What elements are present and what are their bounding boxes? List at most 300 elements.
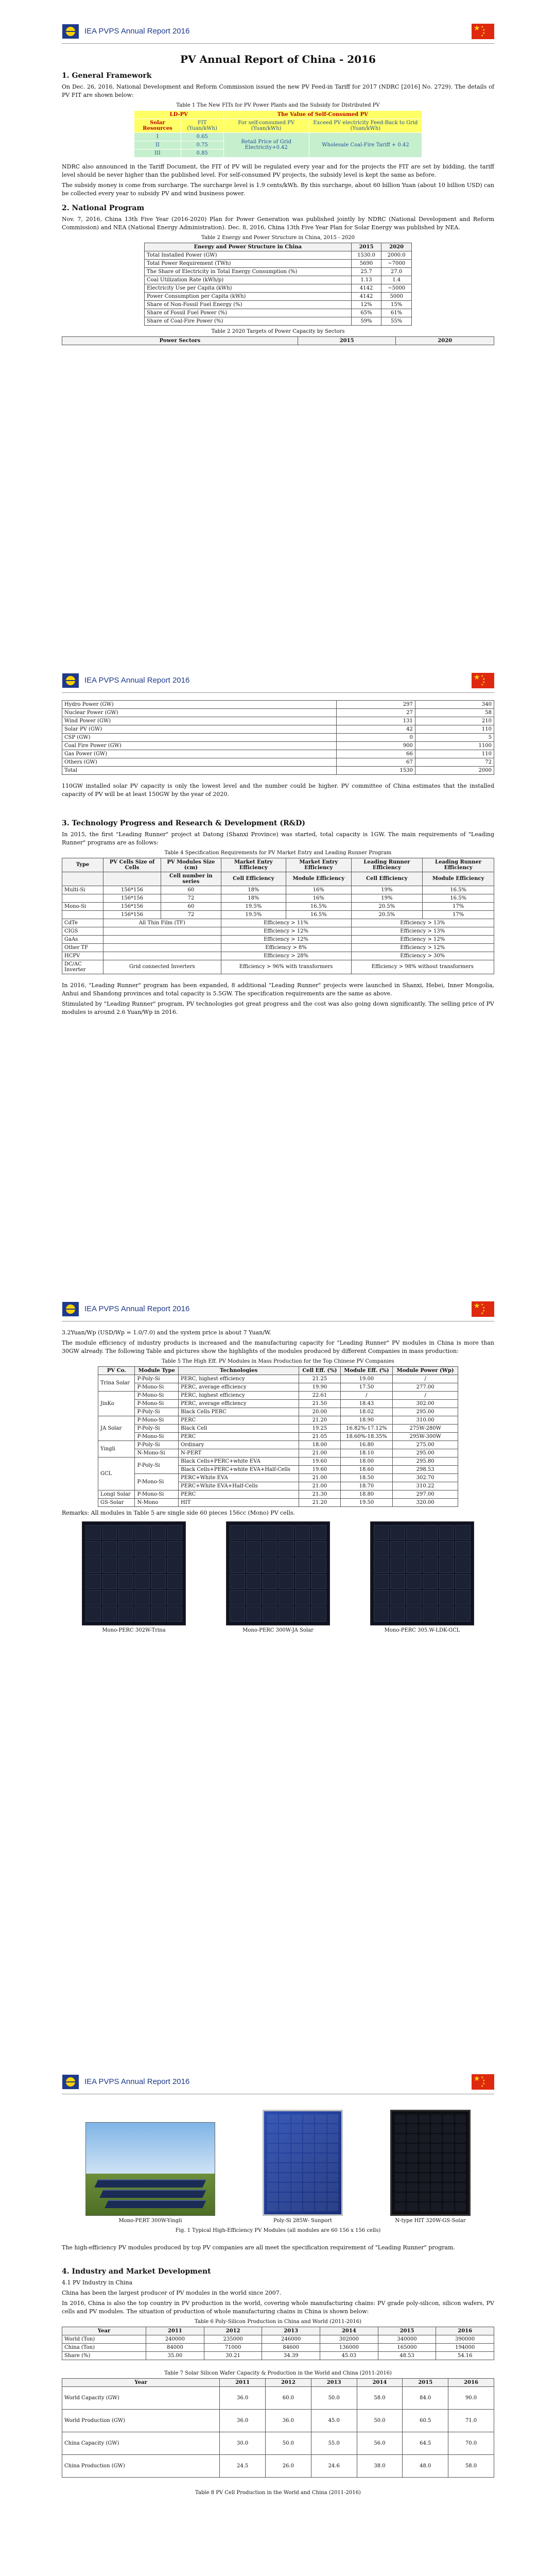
table-caption: Table 7 Solar Silicon Wafer Capacity & Production in the World and China (2011-2016) [164,2370,392,2376]
table-row [62,2386,494,2409]
table-cell: 18.02 [340,1408,393,1416]
photo-caption: Poly-Si 285W- Sunport [273,2218,332,2224]
table-cell: P-Mono-Si [135,1416,179,1424]
table-cell: 20.5% [351,910,423,919]
paragraph: In 2015, the first "Leading Runner" project at Datong (Shanxi Province) was started, total capacity is 1GW. The main requirements of "Leading Runner" programs are as follows: [62,831,494,846]
table-cell: 1.13 [351,276,381,284]
section-2-heading: 2. National Program [62,204,145,212]
table-cell: 320.00 [393,1498,458,1506]
table-caption: Table 2 Energy and Power Structure in China, 2015 - 2020 [201,234,355,241]
header-title: IEA PVPS Annual Report 2016 [84,1304,190,1313]
table-cell: 18.43 [340,1399,393,1408]
table-cell: 90.0 [448,2386,494,2409]
table-header: Technologies [179,1366,299,1375]
table-cell: N-Mono [135,1498,179,1506]
table-cell: P-Mono-Si [135,1473,179,1490]
table-cell: 55.0 [311,2432,357,2454]
table-cell: 156*156 [103,894,161,902]
section-4-heading: 4. Industry and Market Development [62,2267,211,2276]
high-eff-modules-table [98,1366,458,1507]
table-cell: 295W-300W [393,1432,458,1440]
table-cell: 16.82%-17.12% [340,1424,393,1432]
table-cell: 21.00 [299,1482,340,1490]
table-row [98,1391,458,1399]
table-cell: 18.70 [340,1482,393,1490]
china-flag-icon: ★ ★ ★ ★ ★ [472,24,494,39]
table-cell: CSP (GW) [62,734,337,742]
table-row [62,943,494,952]
table-cell: ~7000 [381,259,412,267]
table-cell: Black Cells+PERC+white EVA [179,1457,299,1465]
table-cell: 1530.0 [351,251,381,259]
table-cell: Share of Non-Fossil Fuel Energy (%) [145,300,352,309]
page-header [62,2071,494,2094]
table-cell: P-Poly-Si [135,1408,179,1416]
table-cell: 30.0 [220,2432,266,2454]
table-cell: 19% [351,886,423,894]
paragraph: NDRC also announced in the Tariff Document, the FIT of PV will be regulated every year and for the projects the FIT are set by bidding, the tariff level should be never higher than the published level. For self-consumed PV projects, the subsidy level is kept the same as before. [62,163,494,178]
table-cell: Nuclear Power (GW) [62,709,337,717]
table-header: 2012 [204,2327,262,2335]
table-cell: Black Cell [179,1424,299,1432]
table-cell [62,894,103,902]
table-cell: Black Cells+PERC+white EVA+Half-Cells [179,1465,299,1473]
table-cell: 194000 [436,2343,494,2351]
table-cell: 27.0 [381,267,412,276]
fit-cell: 0.75 [181,141,223,149]
table-cell: 50.0 [266,2432,311,2454]
table-header: PV Modules Size (cm) [161,858,221,872]
table-cell: 310.00 [393,1416,458,1424]
table-cell: GS-Solar [98,1498,135,1506]
table-cell: 302.00 [393,1399,458,1408]
page-3 [62,1298,494,2030]
table-cell: 17.50 [340,1383,393,1391]
table-cell: 295.80 [393,1457,458,1465]
table-row [98,1375,458,1383]
table-row [62,734,494,742]
table-cell: Efficiency > 12% [351,935,494,943]
module-photo [370,1521,474,1633]
table-header: 2020 [396,336,494,345]
table-header: Cell Eff. (%) [299,1366,340,1375]
table-cell: 64.5 [403,2432,448,2454]
paragraph: In 2016, "Leading Runner" program has been expanded, 8 additional "Leading Runner" projects were launched in Shanxi, Hebei, Inner Mongolia, Anhui and Shandong provinces and total capacity is 5.5GW. The specification requirements are the same as above. [62,981,494,997]
table-cell: 36.0 [266,2409,311,2432]
table-cell: 156*156 [103,886,161,894]
table-header: 2013 [262,2327,320,2335]
table-header: Market Entry Efficiency [221,858,286,872]
paragraph: Stimulated by "Leading Runner" program, PV technologies got great progress and the cost was also going down significantly. The selling price of PV modules is around 2.6 Yuan/Wp in 2016. [62,1000,494,1015]
table-subheader: Cell Efficiency [221,872,286,886]
module-photo [85,2122,215,2224]
table-cell: 59% [351,317,381,325]
table-cell: 2000 [415,767,494,775]
table-row [98,1408,458,1416]
table-cell: Share (%) [62,2351,146,2360]
table-row [62,2409,494,2432]
table-cell: 295.00 [393,1449,458,1457]
table-cell: 246000 [262,2335,320,2343]
table-cell: 15% [381,300,412,309]
remark: Remarks: All modules in Table 5 are single side 60 pieces 156cc (Mono) PV cells. [62,1509,295,1516]
table-cell: 60 [161,886,221,894]
figure-caption: Fig. 1 Typical High-Efficiency PV Modules (all modules are 60 156 x 156 cells) [175,2228,381,2233]
table-cell: 19.00 [340,1375,393,1383]
table-cell: 297 [336,701,415,709]
table-cell: 1530 [336,767,415,775]
table-cell: 54.16 [436,2351,494,2360]
table-cell: 56.0 [357,2432,403,2454]
table-cell: P-Poly-Si [135,1440,179,1449]
section-1-heading: 1. General Framework [62,72,152,80]
table-cell: P-Mono-Si [135,1490,179,1498]
table-cell: 18.00 [299,1440,340,1449]
table-cell: 16.80 [340,1440,393,1449]
iea-logo-icon [62,2074,79,2090]
table-row [62,902,494,910]
table-row [62,750,494,758]
table-cell: 235000 [204,2335,262,2343]
table-cell: 302.70 [393,1473,458,1482]
table-cell: World Production (GW) [62,2409,220,2432]
table-cell: 84.0 [403,2386,448,2409]
table-cell: 71.0 [448,2409,494,2432]
table-cell: 5 [415,734,494,742]
table-cell: GCL [98,1457,135,1490]
table-cell: CIGS [62,927,103,935]
table-cell: 275.00 [393,1440,458,1449]
table-cell: 18.60%-18.35% [340,1432,393,1440]
table-cell: HCPV [62,952,103,960]
table-cell: 21.00 [299,1473,340,1482]
table-cell: 297.00 [393,1490,458,1498]
table-cell: 340 [415,701,494,709]
header-title: IEA PVPS Annual Report 2016 [84,676,190,685]
photo-caption: Mono-PERC 302W-Trina [102,1627,166,1633]
table-cell: China Capacity (GW) [62,2432,220,2454]
table-cell: 110 [415,725,494,734]
photo-caption: Mono-PERC 300W-JA Solar [242,1627,314,1633]
table-row [62,935,494,943]
table-cell: Solar PV (GW) [62,725,337,734]
table-header: Module Eff. (%) [340,1366,393,1375]
header-title: IEA PVPS Annual Report 2016 [84,27,190,36]
table-row [62,894,494,902]
table-cell: 16.5% [423,894,494,902]
table-cell: Total [62,767,337,775]
iea-logo-icon [62,1301,79,1317]
table-cell: 131 [336,717,415,725]
table-row [62,2351,494,2360]
table-cell: P-Mono-Si [135,1383,179,1391]
module-photos [62,2110,494,2224]
table-cell: P-Poly-Si [135,1375,179,1383]
table-header: 2020 [381,243,412,251]
table-cell: 20.5% [351,902,423,910]
table-cell: P-Mono-Si [135,1391,179,1399]
table-row [98,1490,458,1498]
table-cell: P-Mono-Si [135,1399,179,1408]
table-cell: 50.0 [357,2409,403,2432]
table-cell: Efficiency > 96% with transformers [221,960,351,974]
table-cell: 58 [415,709,494,717]
table-row [145,276,412,284]
table-row [98,1449,458,1457]
table-cell: Share of Fossil Fuel Power (%) [145,309,352,317]
table-cell: 20.00 [299,1408,340,1416]
wafer-table [62,2378,494,2478]
fit-cell: III [134,149,181,157]
photo-caption: Mono-PERT 300W-Yingli [118,2218,182,2224]
table-header: 2015 [403,2378,448,2386]
table-cell: P-Poly-Si [135,1424,179,1432]
table-cell: 60.0 [266,2386,311,2409]
table-cell: 72 [161,910,221,919]
table-cell: 18.60 [340,1465,393,1473]
table-cell: 2000.0 [381,251,412,259]
fit-header-self: The Value of Self-Consumed PV [223,110,422,118]
table-cell: 60 [161,902,221,910]
table-cell: 21.20 [299,1416,340,1424]
table-cell: 900 [336,742,415,750]
table-cell: Power Consumption per Capita (kWh) [145,292,352,300]
table-cell: 21.20 [299,1498,340,1506]
table-cell: 18% [221,886,286,894]
table-header: Year [62,2327,146,2335]
power-capacity-table-head [62,336,494,345]
table-cell: 45.0 [311,2409,357,2432]
table-cell: Coal Utilization Rate (kWh/p) [145,276,352,284]
table-cell: Gas Power (GW) [62,750,337,758]
iea-logo-icon [62,673,79,688]
leading-runner-table [62,858,494,974]
table-cell: 22.61 [299,1391,340,1399]
table-cell: 302000 [320,2335,378,2343]
table-cell: 18.90 [340,1416,393,1424]
china-flag-icon: ★ ★ ★ ★ ★ [472,673,494,688]
table-cell: 58.0 [448,2454,494,2477]
table-cell: Efficiency > 28% [221,952,351,960]
table-cell: 18.00 [340,1457,393,1465]
table-cell: / [393,1391,458,1399]
iea-logo-icon [62,24,79,39]
table-header: Market Entry Efficiency [286,858,351,872]
table-cell: 84000 [146,2343,204,2351]
paragraph: 110GW installed solar PV capacity is only the lowest level and the number could be higher. PV committee of China estimates that the installed capacity of PV will be at least 150GW by the year of 2020. [62,783,494,798]
table-cell: 4142 [351,292,381,300]
table-cell: 18.80 [340,1490,393,1498]
table-cell: 310.22 [393,1482,458,1490]
paragraph: In 2016, China is also the top country in PV production in the world, covering whole manufacturing chains: PV grade poly-silicon, silicon wafers, PV cells and PV modules. The situation of production of whole manufacturing chains in China is shown below: [62,2299,494,2315]
table-row [98,1383,458,1391]
table-cell: 17% [423,910,494,919]
table-cell: Multi-Si [62,886,103,894]
table-header: Module Type [135,1366,179,1375]
table-cell: Efficiency > 8% [221,943,351,952]
table-row [98,1416,458,1424]
table-cell: 18.50 [340,1473,393,1482]
table-cell: 16.5% [286,910,351,919]
table-row [62,709,494,717]
table-row [98,1498,458,1506]
table-cell: 136000 [320,2343,378,2351]
table-row [62,725,494,734]
table-header: Power Sectors [62,336,298,345]
table-row [145,259,412,267]
table-caption: Table 1 The New FITs for PV Power Plants and the Subsidy for Distributed PV [176,102,380,108]
table-cell: 72 [161,894,221,902]
table-cell: 36.0 [220,2409,266,2432]
table-subheader: Cell number in series [161,872,221,886]
table-cell: 45.03 [320,2351,378,2360]
table-cell: 21.30 [299,1490,340,1498]
table-cell: 165000 [378,2343,436,2351]
table-cell: HIT [179,1498,299,1506]
table-cell: 61% [381,309,412,317]
fit-cell: II [134,141,181,149]
table-row [62,952,494,960]
table-row [145,251,412,259]
table-row [145,317,412,325]
table-header: 2011 [146,2327,204,2335]
table-cell: PERC+White EVA+Half-Cells [179,1482,299,1490]
table-header: Year [62,2378,220,2386]
table-cell: Efficiency > 12% [351,943,494,952]
table-cell: All Thin Film (TF) [103,919,221,927]
table-row [98,1440,458,1449]
table-cell: 18% [221,894,286,902]
table-cell: 16.5% [286,902,351,910]
fit-col: Solar Resources [134,118,181,132]
table-cell: 30.21 [204,2351,262,2360]
table-cell: 50.0 [311,2386,357,2409]
table-header: Energy and Power Structure in China [145,243,352,251]
table-row [98,1399,458,1408]
table-cell: 19.5% [221,910,286,919]
fit-cell: 0.85 [181,149,223,157]
table-cell: Efficiency > 12% [221,927,351,935]
fit-col: Exceed PV electricity Feed-Back to Grid (Yuan/kWh) [309,118,422,132]
table-cell: PERC, highest efficiency [179,1375,299,1383]
table-header: Type [62,858,103,872]
table-cell: Other TF [62,943,103,952]
module-photo [82,1521,186,1633]
table-cell: 16.5% [423,886,494,894]
table-cell: 295.00 [393,1408,458,1416]
table-row [62,2454,494,2477]
table-cell: 24.5 [220,2454,266,2477]
table-row [62,927,494,935]
table-header: Module Power (Wp) [393,1366,458,1375]
table-cell: Ordinary [179,1440,299,1449]
header-title: IEA PVPS Annual Report 2016 [84,2077,190,2086]
table-row [145,309,412,317]
module-photo [263,2110,343,2224]
table-cell: 36.0 [220,2386,266,2409]
table-cell: 19.5% [221,902,286,910]
table-cell: PERC, highest efficiency [179,1391,299,1399]
table-cell: 19.60 [299,1465,340,1473]
table-cell: 0 [336,734,415,742]
table-cell: Mono-Si [62,902,103,910]
table-cell: 19.90 [299,1383,340,1391]
table-cell: 21.50 [299,1399,340,1408]
paragraph: 4.1 PV Industry in China [62,2279,133,2286]
table-cell: 16% [286,894,351,902]
table-cell: The Share of Electricity in Total Energy Consumption (%) [145,267,352,276]
table-cell: 19.25 [299,1424,340,1432]
polysilicon-table [62,2327,494,2360]
table-cell: Trina Solar [98,1375,135,1391]
table-cell: 19.60 [299,1457,340,1465]
section-3-heading: 3. Technology Progress and Research & Development (R&D) [62,819,306,827]
table-caption: Table 6 Poly-Silicon Production in China and World (2011-2016) [194,2318,362,2325]
table-cell: Efficiency > 30% [351,952,494,960]
fit-cell: I [134,132,181,141]
table-cell: 67 [336,758,415,767]
table-subheader: Module Efficiency [286,872,351,886]
table-header: 2011 [220,2378,266,2386]
table-row [62,701,494,709]
table-cell: 71000 [204,2343,262,2351]
table-cell: Electricity Use per Capita (kWh) [145,284,352,292]
table-row [62,910,494,919]
power-capacity-table [62,700,494,775]
table-cell: 340000 [378,2335,436,2343]
table-cell: / [393,1375,458,1383]
table-cell: 275W-280W [393,1424,458,1432]
module-photo [226,1521,330,1633]
paragraph: The subsidy money is come from surcharge. The surcharge level is 1.9 cents/kWh. By this surcharge, about 60 billion Yuan (about 10 billion USD) can be collected every year to subsidy PV and wind business power. [62,181,494,197]
table-row [98,1457,458,1465]
table-row [62,742,494,750]
table-cell: 16% [286,886,351,894]
table-cell: PERC [179,1416,299,1424]
table-cell: Longi Solar [98,1490,135,1498]
table-cell: JinKo [98,1391,135,1416]
table-header: 2016 [436,2327,494,2335]
fit-col: FIT (Yuan/kWh) [181,118,223,132]
table-cell: 210 [415,717,494,725]
table-cell: 65% [351,309,381,317]
table-header: 2012 [266,2378,311,2386]
table-cell: 156*156 [103,902,161,910]
table-cell: 24.6 [311,2454,357,2477]
module-photos [62,1521,494,1633]
table-cell: 38.0 [357,2454,403,2477]
table-cell: N-PERT [179,1449,299,1457]
table-cell: 19.50 [340,1498,393,1506]
page-header [62,21,494,44]
page-4 [62,2071,494,2576]
paragraph: 3.2Yuan/Wp (USD/Wp = 1.0/7.0) and the system price is about 7 Yuan/W. [62,1329,271,1336]
energy-structure-table [144,243,412,326]
table-cell: Hydro Power (GW) [62,701,337,709]
table-row [98,1424,458,1432]
table-cell: Wind Power (GW) [62,717,337,725]
table-cell: Grid connected Inverters [103,960,221,974]
table-row [62,919,494,927]
table-header: 2013 [311,2378,357,2386]
table-cell: P-Mono-Si [135,1432,179,1440]
table-subheader [103,872,161,886]
table-row [62,2335,494,2343]
fit-cell: Retail Price of Grid Electricity+0.42 [223,132,309,157]
table-cell: World (Ton) [62,2335,146,2343]
table-header: Leading Runner Efficiency [351,858,423,872]
table-cell: 17% [423,902,494,910]
